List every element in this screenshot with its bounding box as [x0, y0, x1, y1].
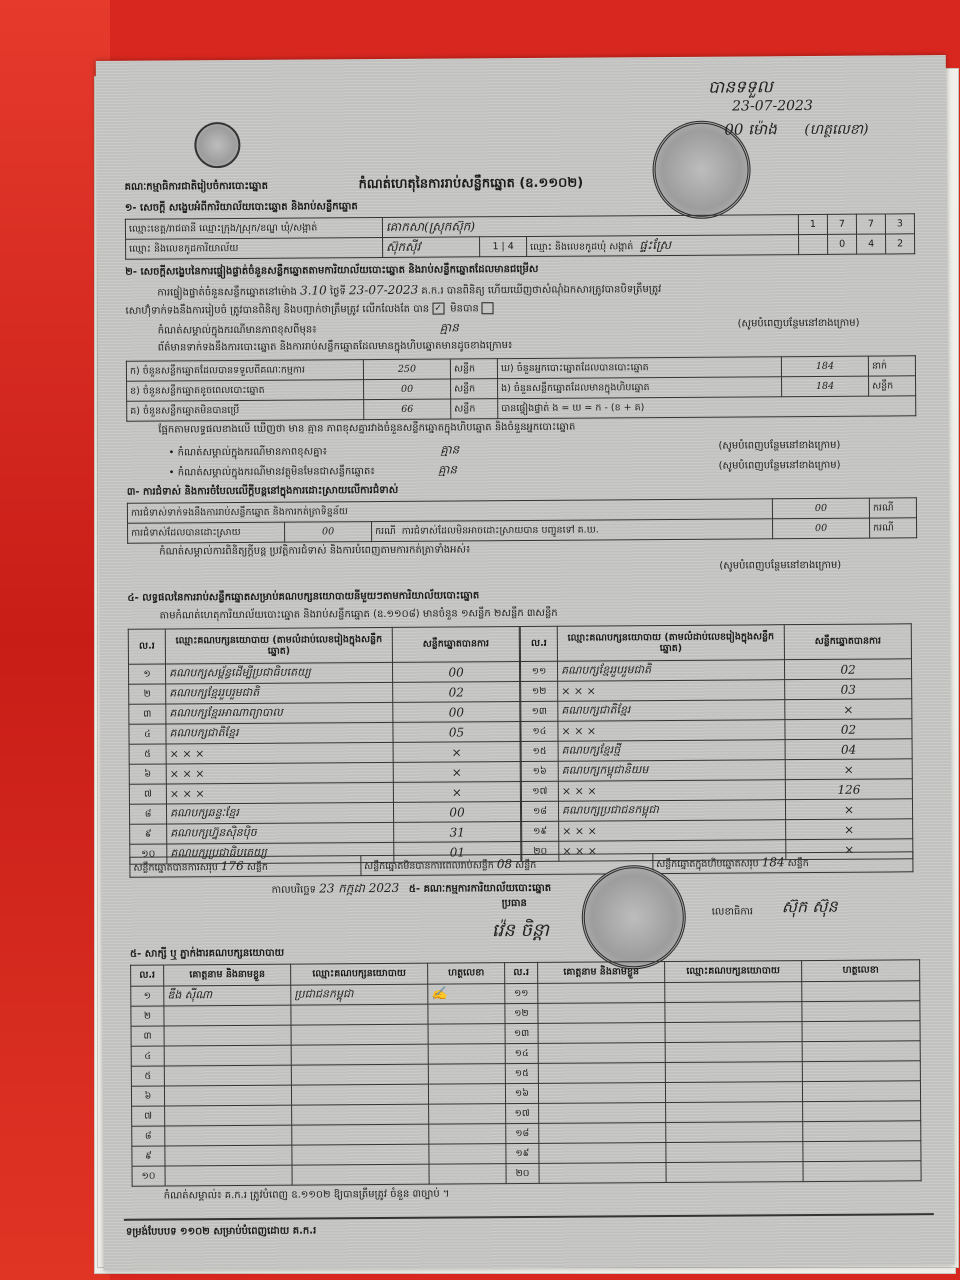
section3-fill: (សូមបំពេញបន្ថែមនៅខាងក្រោម): [719, 559, 842, 572]
witness-party: [291, 1024, 428, 1045]
result-row: [521, 739, 912, 762]
vote-count: 05: [393, 722, 520, 743]
witness-name: [164, 1065, 291, 1086]
witness-party: [665, 1042, 802, 1063]
resolved-label: ការជំទាស់ដែលបានដោះស្រាយ: [128, 522, 285, 543]
section1-heading: ១- សេចក្តី សង្ខេបអំពីការិយាល័យបោះឆ្នោត និងរាប់សន្លឹកឆ្នោត: [124, 201, 358, 214]
party-name: × × ×: [166, 782, 393, 804]
form-title: កំណត់ហេតុនៃការរាប់សន្លឹកឆ្នោត (ឧ.១១០២): [358, 175, 584, 193]
col-signature: ហត្ថលេខា: [802, 960, 920, 982]
row-number: ៩: [130, 824, 167, 844]
committee-stamp: [581, 865, 686, 970]
row-number: ១១: [505, 983, 538, 1003]
row-number: ៥: [131, 1066, 164, 1086]
party-name: គណបក្សប្រជាជនកម្ពុជា: [558, 800, 785, 822]
result-row: [521, 799, 912, 822]
station-label: ឈ្មោះ និងលេខកូដការិយាល័យ: [126, 237, 383, 259]
vote-count: 00: [393, 802, 520, 823]
witness-party: [292, 1124, 429, 1145]
section1-table: [125, 213, 915, 260]
voters-label: ឃ) ចំនួនអ្នកបោះឆ្នោតដែលបានបោះឆ្នោត: [497, 357, 781, 379]
witness-name: [164, 1005, 291, 1026]
party-name: × × ×: [558, 780, 785, 802]
result-row: [520, 659, 911, 682]
result-row: [129, 802, 520, 825]
witness-party: [292, 1104, 429, 1125]
row-number: ៣: [131, 1026, 164, 1046]
remark-value: គ្មាន: [439, 320, 459, 335]
totals-table: [129, 851, 913, 877]
result-row: [129, 702, 520, 725]
unit: នាក់: [868, 356, 915, 376]
results-table-left: [128, 626, 522, 865]
result-row: [521, 779, 912, 802]
party-name: × × ×: [166, 762, 393, 784]
spoiled-value: 00: [364, 379, 451, 400]
witness-signature: [429, 1104, 506, 1125]
row-number: ៩: [132, 1146, 165, 1166]
vote-count: 03: [785, 679, 912, 700]
witness-signature: [803, 1121, 921, 1142]
row-number: ១: [128, 664, 165, 684]
witness-name: [539, 1103, 666, 1124]
witness-signature: [803, 1141, 921, 1162]
voters-value: 184: [781, 356, 868, 377]
row-number: ៦: [131, 1086, 164, 1106]
party-name: គណបក្សប្រជាធិបតេយ្យ: [167, 842, 394, 864]
row-number: ១០: [130, 844, 167, 864]
row-number: ១៩: [506, 1143, 539, 1163]
row-number: ២: [129, 684, 166, 704]
witness-name: [538, 983, 665, 1004]
province-value: គោកសា(ស្រុកស៊ុក): [382, 215, 798, 238]
witness-signature: [428, 1044, 505, 1065]
witness-name: [538, 1023, 665, 1044]
result-row: [129, 722, 520, 745]
yes-checkbox[interactable]: ✓: [432, 303, 444, 315]
receipt-date: 23-07-2023: [732, 97, 813, 115]
vote-count: 04: [785, 739, 912, 760]
witness-name: ឌឹង ស៊ីណា: [164, 985, 291, 1006]
code-digit: 7: [827, 214, 856, 234]
vote-count: 00: [392, 662, 519, 683]
col-party: ឈ្មោះគណបក្សនយោបាយ: [665, 961, 802, 983]
unused-value: 66: [364, 399, 451, 420]
col-name: គោត្តនាម និងនាមខ្លួន: [164, 964, 291, 986]
received-value: 250: [363, 359, 450, 380]
witness-party: [665, 1062, 802, 1083]
row-number: ១០: [132, 1166, 165, 1186]
result-row: [129, 742, 520, 765]
result-row: [521, 699, 912, 722]
row-number: ១១: [520, 661, 557, 681]
province-label: ឈ្មោះខេត្ត/រាជធានី ឈ្មោះក្រុង/ស្រុក/ខណ្ឌ ឃុំ/សង្កាត់: [125, 217, 382, 239]
row-number: ១៧: [506, 1103, 539, 1123]
spoiled-label: ខ) ចំនួនសន្លឹកឆ្នោតខូចពេលបោះឆ្នោត: [127, 380, 364, 402]
total-valid: សន្លឹកឆ្នោតបានការសរុប 176 សន្លឹក: [130, 856, 361, 878]
section4-heading: ៤- លទ្ធផលនៃការរាប់សន្លឹកឆ្នោតសម្រាប់គណបក្សនយោបាយនីមួយៗតាមការិយាល័យបោះឆ្នោត: [127, 590, 480, 604]
col-votes: សន្លឹកឆ្នោតបានការ: [392, 627, 519, 663]
receipt-time: 00 ម៉ោង: [724, 120, 777, 139]
witness-party: [665, 1002, 802, 1023]
president-label: ប្រធាន: [501, 897, 527, 910]
result-row: [129, 782, 520, 805]
party-name: គណបក្សជាតិខ្មែរ: [166, 722, 393, 744]
org-name: គណៈកម្មាធិការជាតិរៀបចំការបោះឆ្នោត: [124, 180, 268, 193]
fill-note: (សូមបំពេញបន្ថែមនៅខាងក្រោម): [718, 439, 841, 452]
witness-name: [165, 1105, 292, 1126]
row-number: ១៧: [521, 781, 558, 801]
witness-name: [164, 1025, 291, 1046]
party-name: គណបក្សខ្មែររួបរួមជាតិ: [166, 682, 393, 704]
party-name: គណបក្សឆន្ទៈខ្មែរ: [166, 802, 393, 824]
result-row: [522, 819, 913, 842]
bullet-objects: • កំណត់សម្គាល់ក្នុងករណីមានវត្ថុមិនមែនជាសន្លឹកឆ្នោត៖ គ្មាន: [168, 462, 458, 479]
witness-row: [132, 1161, 921, 1187]
seal-check-line: សោហ៊ុំទាក់ទងនឹងការរៀបចំ ត្រូវបានពិនិត្យ និងបញ្ជាក់ថាត្រឹមត្រូវ លើកលែងតែ បាន ✓ មិនបាន: [125, 302, 496, 318]
nec-emblem: [194, 122, 240, 168]
party-name: គណបក្សជាតិខ្មែរ: [558, 700, 785, 722]
col-name: គោត្តនាម និងនាមខ្លួន: [538, 962, 665, 984]
receipt-signature: (ហត្ថលេខា): [804, 121, 869, 139]
result-row: [128, 662, 519, 685]
code-digit: 0: [828, 234, 857, 254]
remark-note: (សូមបំពេញបន្ថែមនៅខាងក្រោម): [737, 317, 860, 330]
row-number: ៤: [131, 1046, 164, 1066]
election-form-page: [96, 55, 954, 1271]
witness-party: [291, 1004, 428, 1025]
party-name: × × ×: [559, 820, 786, 842]
result-row: [521, 679, 912, 702]
unused-label: គ) ចំនួនសន្លឹកឆ្នោតមិនបានប្រើ: [127, 400, 364, 422]
station-value: ស៊ុកស៊ីវ: [383, 237, 480, 258]
witness-signature: [802, 1041, 920, 1062]
witness-name: [165, 1165, 292, 1186]
witness-party: [666, 1122, 803, 1143]
witness-name: [538, 1063, 665, 1084]
row-number: ២០: [522, 841, 559, 861]
witness-name: [165, 1125, 292, 1146]
code-digit: 4: [857, 234, 886, 254]
ballot-count-table: [126, 355, 916, 422]
witness-name: [164, 1085, 291, 1106]
in-box-value: 184: [782, 376, 869, 397]
resolved-value: 00: [285, 522, 372, 543]
unit: សន្លឹក: [450, 359, 497, 379]
witness-name: [165, 1145, 292, 1166]
station-code: 1 | 4: [480, 236, 527, 256]
commune-field: [527, 235, 799, 257]
vote-count: ×: [785, 799, 912, 820]
bullet-discrepancy: • កំណត់សម្គាល់ក្នុងករណីមានភាពខុសគ្នា៖ គ្មាន: [168, 442, 460, 459]
witness-party: [665, 982, 802, 1003]
vote-count: 31: [394, 822, 521, 843]
witness-party: [292, 1164, 429, 1185]
commune-label: ឈ្មោះ និងលេខកូដឃុំ សង្កាត់: [530, 240, 634, 253]
party-name: គណបក្សខ្មែរអាណាព្យាបាល: [166, 702, 393, 724]
vote-count: 126: [785, 779, 912, 800]
total-box: សន្លឹកឆ្នោតក្នុងហិបឆ្នោតសរុប 184 សន្លឹក: [653, 852, 913, 874]
info-line: ព័ត៌មានទាក់ទងនឹងការបោះឆ្នោត និងការរាប់សន្លឹកឆ្នោតដែលមានក្នុងហិបឆ្នោតមានដូចខាងក្រោម៖: [157, 340, 513, 354]
date-line: កាលបរិច្ឆេទ 23 កក្កដា 2023 ៥- គណៈកម្មការការិយាល័យបោះឆ្នោត: [271, 880, 552, 896]
vote-count: ×: [786, 839, 913, 860]
row-number: ១៣: [505, 1023, 538, 1043]
witness-name: [539, 1163, 666, 1184]
vote-count: ×: [785, 699, 912, 720]
results-table-right: [520, 623, 914, 862]
row-number: ៨: [129, 804, 166, 824]
witness-party: [291, 1044, 428, 1065]
unit: ករណី: [869, 498, 916, 518]
row-number: ៣: [129, 704, 166, 724]
result-row: [521, 719, 912, 742]
unit: សន្លឹក: [869, 376, 916, 396]
result-row: [129, 682, 520, 705]
section5-heading: ៥- សាក្សី ឬ ភ្នាក់ងារគណបក្សនយោបាយ: [129, 947, 285, 960]
witness-signature: [428, 1004, 505, 1025]
vote-count: ×: [393, 782, 520, 803]
section3-heading: ៣- ការជំទាស់ និងការចំបែលលើក្តីបន្តនៅក្នុងការដោះស្រាយលើការជំទាស់: [126, 484, 399, 498]
row-number: ១៨: [521, 801, 558, 821]
unresolved-label: ករណី ការជំទាស់ដែលមិនអាចដោះស្រាយបាន បញ្ជូនទៅ គ.ឃ.: [372, 519, 773, 542]
row-number: ១៥: [505, 1063, 538, 1083]
unit: សន្លឹក: [451, 379, 498, 399]
complaints-label: ការជំទាស់ទាក់ទងនឹងការរាប់សន្លឹកឆ្នោត និងការកត់ត្រាទិន្នន័យ: [127, 499, 772, 524]
col-signature: ហត្ថលេខា: [428, 963, 505, 985]
row-number: ៨: [132, 1126, 165, 1146]
section2-heading: ២- សេចក្តីសង្ខេបនៃការផ្ទៀងផ្ទាត់ចំនួនសន្លឹកឆ្នោតតាមការិយាល័យបោះឆ្នោត និងរាប់សន្លឹកឆ្នោតដែលមានជម្រើស: [125, 263, 539, 278]
complaints-value: 00: [772, 498, 869, 519]
witness-signature: [429, 1164, 506, 1185]
col-no: ល.រ: [520, 626, 557, 661]
result-row: [129, 762, 520, 785]
col-no: ល.រ: [131, 965, 164, 986]
code-digit: 3: [885, 214, 914, 234]
col-party: ឈ្មោះគណបក្សនយោបាយ (តាមលំដាប់លេខរៀងក្នុងសន្លឹកឆ្នោត): [165, 627, 392, 664]
witness-party: [666, 1162, 803, 1183]
row-number: ១៩: [522, 821, 559, 841]
party-name: គណបក្សខ្មែរថ្មី: [558, 740, 785, 762]
witness-signature: [803, 1161, 921, 1182]
commune-value: ផ្ទះស្រែ: [639, 237, 672, 252]
row-number: ៧: [129, 784, 166, 804]
unit: ករណី: [869, 518, 916, 538]
row-number: ១៦: [505, 1083, 538, 1103]
witness-party: [292, 1144, 429, 1165]
party-name: គណបក្សកម្ពុជានិយម: [558, 760, 785, 782]
no-checkbox[interactable]: [482, 302, 494, 314]
total-invalid: សន្លឹកឆ្នោតមិនបានការពេលរាប់សន្លឹក 08 សន្លឹក: [361, 854, 653, 876]
party-name: × × ×: [166, 742, 393, 764]
party-name: គណបក្សខ្មែររួបរួមជាតិ: [557, 660, 784, 682]
row-number: ១២: [521, 681, 558, 701]
witness-name: [538, 1003, 665, 1024]
witness-signature: [802, 981, 920, 1002]
witness-signature: [802, 1081, 920, 1102]
result-row: [521, 759, 912, 782]
receipt-label: បានទទួល: [707, 77, 773, 98]
row-number: ១៦: [521, 761, 558, 781]
vote-count: 02: [393, 682, 520, 703]
witness-name: [539, 1123, 666, 1144]
col-no: ល.រ: [505, 962, 538, 983]
witness-signature: [803, 1101, 921, 1122]
row-number: ១៤: [505, 1043, 538, 1063]
witness-signature: ✍: [428, 984, 505, 1005]
row-number: ១២: [505, 1003, 538, 1023]
vote-count: 02: [785, 719, 912, 740]
footer-divider: [124, 1213, 934, 1221]
code-digit: 2: [886, 234, 915, 254]
discrepancy-line: ផ្អែកតាមលទ្ធផលខាងលើ ឃើញថា មាន គ្មាន ភាពខុសគ្នារវាងចំនួនសន្លឹកឆ្នោតក្នុងហិបឆ្នោត និងចំនួនអ្នកបោះឆ្នោត: [158, 421, 576, 436]
section3-note: កំណត់សម្គាល់ការពិនិត្យក្តីបន្ត ប្រវត្តិការជំទាស់ និងការបំពេញតាមការកត់ត្រាទាំងអស់៖: [159, 544, 471, 558]
row-number: ៥: [129, 744, 166, 764]
witness-party: [291, 1084, 428, 1105]
verify-time: 3.10: [299, 283, 327, 298]
section5-note: កំណត់សម្គាល់៖ គ.ក.រ ត្រូវបំពេញ ឧ.១១០២ ឱ្យបានត្រឹមត្រូវ ចំនួន ៣ច្បាប់ ។: [163, 1188, 450, 1202]
result-row: [130, 822, 521, 845]
row-number: ២: [131, 1006, 164, 1026]
witness-party: [666, 1142, 803, 1163]
vote-count: ×: [786, 819, 913, 840]
witness-name: [164, 1045, 291, 1066]
complaints-table: [127, 497, 917, 544]
row-number: ៤: [129, 724, 166, 744]
row-number: ២០: [506, 1163, 539, 1183]
party-name: × × ×: [558, 680, 785, 702]
vote-count: 00: [393, 702, 520, 723]
witness-signature: [428, 1084, 505, 1105]
witness-name: [538, 1083, 665, 1104]
col-party: ឈ្មោះគណបក្សនយោបាយ: [291, 963, 428, 985]
witness-signature: [429, 1144, 506, 1165]
witness-party: [665, 1082, 802, 1103]
witness-signature: [802, 1001, 920, 1022]
vote-count: ×: [393, 762, 520, 783]
date-value: 23 កក្កដា 2023: [319, 880, 400, 896]
form-footer: ទម្រង់បែបបទ ១១០២ សម្រាប់បំពេញដោយ គ.ក.រ: [125, 1225, 317, 1238]
in-box-label: ង) ចំនួនសន្លឹកឆ្នោតដែលមានក្នុងហិបឆ្នោត: [498, 377, 782, 399]
witness-name: [538, 1043, 665, 1064]
code-digit: [799, 234, 828, 254]
witness-signature: [428, 1024, 505, 1045]
row-number: ៧: [132, 1106, 165, 1126]
witness-signature: [429, 1124, 506, 1145]
row-number: ១: [131, 986, 164, 1006]
secretary-signature: ស៊ុក ស៊ុន: [781, 896, 838, 917]
unit: សន្លឹក: [451, 399, 498, 419]
row-number: ១៥: [521, 741, 558, 761]
vote-count: ×: [785, 759, 912, 780]
col-party: ឈ្មោះគណបក្សនយោបាយ (តាមលំដាប់លេខរៀងក្នុងសន្លឹកឆ្នោត): [557, 625, 784, 662]
witness-signature: [428, 1064, 505, 1085]
witness-name: [539, 1143, 666, 1164]
party-name: × × ×: [559, 840, 786, 862]
remark-line: កំណត់សម្គាល់ក្នុងករណីមានភាពខុសពីមុន៖ គ្មាន: [157, 320, 459, 337]
section4-subline: តាមកំណត់ហេតុការិយាល័យបោះឆ្នោត និងរាប់សន្លឹកឆ្នោត (ឧ.១១០៨) មានចំនួន ១សន្លឹក ២សន្លឹក ៣សន្លឹក: [159, 607, 558, 622]
row-number: ៦: [129, 764, 166, 784]
vote-count: 02: [784, 659, 911, 680]
unresolved-value: 00: [772, 518, 869, 539]
witness-party: [291, 1064, 428, 1085]
witness-table: [130, 959, 922, 1187]
party-name: × × ×: [558, 720, 785, 742]
witness-signature: [802, 1021, 920, 1042]
code-digit: 7: [856, 214, 885, 234]
fill-note: (សូមបំពេញបន្ថែមនៅខាងក្រោម): [718, 459, 841, 472]
row-number: ១៤: [521, 721, 558, 741]
witness-party: [665, 1022, 802, 1043]
verify-date: 23-07-2023: [348, 282, 419, 298]
witness-party: ប្រជាជនកម្ពុជា: [291, 984, 428, 1005]
col-votes: សន្លឹកឆ្នោតបានការ: [784, 624, 911, 660]
witness-party: [666, 1102, 803, 1123]
col-no: ល.រ: [128, 629, 165, 664]
row-number: ១៨: [506, 1123, 539, 1143]
formula-label: បានផ្ទៀងផ្ទាត់ ង = ឃ = ក - (ខ + គ): [498, 396, 916, 419]
received-label: ក) ចំនួនសន្លឹកឆ្នោតដែលបានទទួលពីគណៈកម្មការ: [126, 360, 363, 382]
party-name: គណបក្សហ្វ៊ុនស៊ិនប៉ិច: [167, 822, 394, 844]
party-name: គណបក្សសម្ព័ន្ធដើម្បីប្រជាធិបតេយ្យ: [165, 662, 392, 684]
vote-count: 01: [394, 842, 521, 863]
row-number: ១៣: [521, 701, 558, 721]
vote-count: ×: [393, 742, 520, 763]
code-digit: 1: [798, 214, 827, 234]
president-signature: វ៉េន ចិន្តា: [491, 919, 550, 942]
verify-line: ការផ្ទៀងផ្ទាត់ចំនួនសន្លឹកឆ្នោតនៅម៉ោង 3.10 ថ្ងៃទី 23-07-2023 គ.ក.រ បានពិនិត្យ ហើយឃើញថាសំណុំឯកសារត្រូវបានបិទត្រឹមត្រូវ: [157, 282, 662, 299]
secretary-label: លេខាធិការ: [711, 906, 754, 918]
witness-signature: [802, 1061, 920, 1082]
